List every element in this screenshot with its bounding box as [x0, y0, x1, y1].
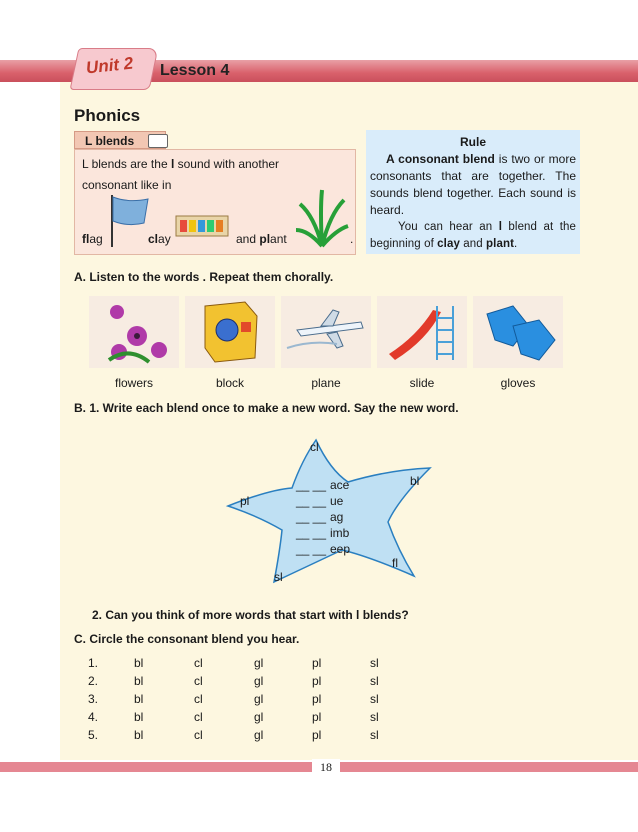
section-a-instruction: A. Listen to the words . Repeat them chorally.: [74, 270, 334, 284]
blank-line[interactable]: __ __: [296, 542, 327, 556]
block-picture: [185, 296, 275, 368]
option-sl[interactable]: sl: [370, 692, 379, 706]
answer-row: [84, 674, 404, 692]
option-gl[interactable]: gl: [254, 692, 264, 706]
option-pl[interactable]: pl: [312, 692, 322, 706]
row-number: 2.: [88, 674, 99, 688]
option-bl[interactable]: bl: [134, 656, 144, 670]
plane-picture: [281, 296, 371, 368]
option-pl[interactable]: pl: [312, 674, 322, 688]
option-pl[interactable]: pl: [312, 656, 322, 670]
caption-slide: slide: [409, 376, 435, 390]
option-bl[interactable]: bl: [134, 692, 144, 706]
clay-icon: [174, 206, 232, 246]
cassette-icon: [148, 134, 168, 148]
l-blends-line2: consonant like in: [82, 178, 172, 192]
slide-icon: [377, 296, 467, 368]
option-bl[interactable]: bl: [134, 728, 144, 742]
l-blends-line1: L blends are the l sound with another: [82, 157, 280, 171]
ending-ue: ue: [330, 494, 344, 508]
blank-line[interactable]: __ __: [296, 478, 327, 492]
ending-imb: imb: [330, 526, 350, 540]
option-gl[interactable]: gl: [254, 710, 264, 724]
option-cl[interactable]: cl: [194, 728, 203, 742]
ending-ace: ace: [330, 478, 350, 492]
row-number: 4.: [88, 710, 99, 724]
row-number: 3.: [88, 692, 99, 706]
rule-box: [366, 130, 580, 254]
row-number: 1.: [88, 656, 99, 670]
option-pl[interactable]: pl: [312, 710, 322, 724]
option-sl[interactable]: sl: [370, 656, 379, 670]
option-gl[interactable]: gl: [254, 656, 264, 670]
word-flag: flag: [82, 232, 103, 246]
lesson-title: Lesson 4: [160, 62, 230, 79]
section-b-question-2: 2. Can you think of more words that start with l blends?: [92, 608, 409, 622]
word-clay: clay: [148, 232, 171, 246]
caption-plane: plane: [311, 376, 341, 390]
option-sl[interactable]: sl: [370, 728, 379, 742]
word-dot: .: [350, 232, 354, 246]
rule-title: Rule: [459, 135, 486, 149]
flag-icon: [108, 193, 152, 249]
star-point-bl: bl: [410, 474, 420, 488]
star-point-fl: fl: [392, 556, 398, 570]
option-sl[interactable]: sl: [370, 674, 379, 688]
section-title: Phonics: [74, 106, 141, 125]
gloves-icon: [473, 296, 563, 368]
caption-block: block: [215, 376, 244, 390]
page-number: 18: [312, 759, 340, 775]
option-bl[interactable]: bl: [134, 674, 144, 688]
option-bl[interactable]: bl: [134, 710, 144, 724]
unit-label: Unit 2: [85, 53, 135, 78]
blank-line[interactable]: __ __: [296, 510, 327, 524]
section-b-instruction: B. 1. Write each blend once to make a new word. Say the new word.: [74, 401, 459, 415]
ending-eep: eep: [330, 542, 351, 556]
caption-flowers: flowers: [114, 376, 153, 390]
option-gl[interactable]: gl: [254, 674, 264, 688]
gloves-picture: [473, 296, 563, 368]
star-point-pl: pl: [240, 494, 250, 508]
block-icon: [185, 296, 275, 368]
caption-gloves: gloves: [500, 376, 536, 390]
option-cl[interactable]: cl: [194, 710, 203, 724]
option-cl[interactable]: cl: [194, 656, 203, 670]
rule-paragraph-2: You can hear an l blend at the beginning of clay and plant.: [370, 221, 576, 250]
option-cl[interactable]: cl: [194, 674, 203, 688]
answer-row: [84, 728, 404, 746]
slide-picture: [377, 296, 467, 368]
ending-ag: ag: [330, 510, 344, 524]
option-gl[interactable]: gl: [254, 728, 264, 742]
option-sl[interactable]: sl: [370, 710, 379, 724]
answer-row: [84, 692, 404, 710]
section-c-instruction: C. Circle the consonant blend you hear.: [74, 632, 300, 646]
option-pl[interactable]: pl: [312, 728, 322, 742]
blank-line[interactable]: __ __: [296, 526, 327, 540]
l-blends-tab: L blends: [74, 131, 166, 149]
plant-icon: [294, 186, 350, 248]
option-cl[interactable]: cl: [194, 692, 203, 706]
answer-row: [84, 710, 404, 728]
blank-line[interactable]: __ __: [296, 494, 327, 508]
answer-row: [84, 656, 404, 674]
star-point-cl: cl: [310, 440, 319, 454]
flowers-icon: [89, 296, 179, 368]
word-plant: and plant: [236, 232, 287, 246]
flowers-picture: [89, 296, 179, 368]
star-point-sl: sl: [274, 570, 283, 584]
blend-star-shape: [218, 430, 438, 590]
rule-paragraph-1: A consonant blend is two or more consonants that are together. The sounds blend together. Each sound is heard.: [370, 152, 576, 217]
row-number: 5.: [88, 728, 99, 742]
plane-icon: [281, 296, 371, 368]
